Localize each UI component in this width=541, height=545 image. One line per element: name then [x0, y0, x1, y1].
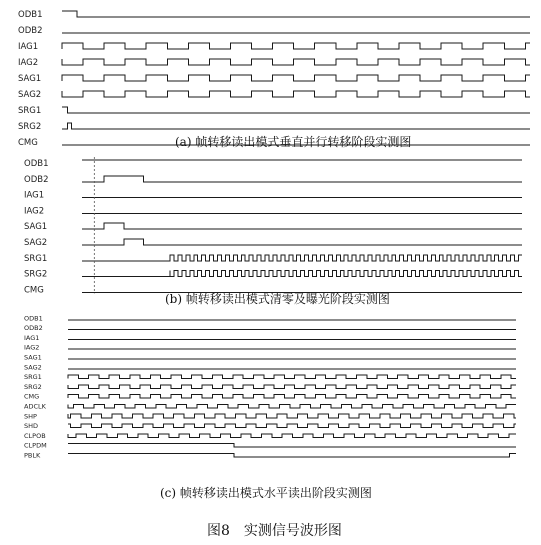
- waveform-adclk: [68, 404, 516, 408]
- waveform-odb1: [62, 11, 530, 17]
- signal-label-clpdm: CLPDM: [24, 441, 47, 450]
- signal-label-odb1: ODB1: [24, 158, 49, 169]
- figure-title: 图8 实测信号波形图: [207, 523, 342, 539]
- panel-a-caption: (a) 帧转移读出模式垂直并行转移阶段实测图: [175, 135, 412, 149]
- waveform-sag1: [62, 75, 530, 81]
- panel-a: [18, 10, 530, 148]
- signal-label-srg2: SRG2: [24, 382, 42, 391]
- signal-label-adclk: ADCLK: [24, 402, 46, 411]
- signal-label-iag1: IAG1: [24, 333, 40, 342]
- signal-label-srg1: SRG1: [18, 105, 42, 116]
- waveform-sag2: [82, 239, 522, 245]
- signal-label-iag1: IAG1: [24, 190, 45, 201]
- signal-label-sag2: SAG2: [24, 363, 42, 372]
- signal-label-odb1: ODB1: [18, 9, 43, 20]
- signal-label-sag2: SAG2: [24, 237, 48, 248]
- waveform-shp: [68, 414, 516, 418]
- signal-label-cmg: CMG: [24, 392, 40, 401]
- signal-label-srg2: SRG2: [24, 269, 48, 280]
- signal-label-cmg: CMG: [18, 137, 38, 148]
- signal-label-odb2: ODB2: [18, 25, 43, 36]
- panel-c: [24, 314, 516, 459]
- signal-label-iag2: IAG2: [24, 343, 40, 352]
- waveform-shd: [68, 424, 516, 428]
- waveform-srg2: [68, 385, 516, 389]
- signal-label-odb1: ODB1: [24, 314, 43, 323]
- signal-label-srg2: SRG2: [18, 121, 42, 132]
- waveform-odb2: [82, 176, 522, 182]
- waveform-srg1: [82, 255, 522, 261]
- waveform-srg2: [62, 123, 530, 129]
- waveform-clpdm: [68, 444, 516, 448]
- signal-label-cmg: CMG: [24, 285, 44, 296]
- signal-label-iag2: IAG2: [24, 206, 45, 217]
- signal-label-srg1: SRG1: [24, 373, 42, 382]
- waveform-srg1: [62, 107, 530, 113]
- signal-label-odb2: ODB2: [24, 324, 43, 333]
- signal-label-sag1: SAG1: [24, 222, 48, 233]
- signal-label-pblk: PBLK: [24, 451, 41, 460]
- waveform-srg1: [68, 375, 516, 379]
- signal-label-srg1: SRG1: [24, 253, 48, 264]
- panel-b-caption: (b) 帧转移读出模式清零及曝光阶段实测图: [165, 292, 390, 306]
- waveform-srg2: [82, 271, 522, 277]
- signal-label-shd: SHD: [24, 422, 39, 431]
- signal-label-sag1: SAG1: [24, 353, 42, 362]
- waveform-iag2: [62, 59, 530, 65]
- signal-label-iag1: IAG1: [18, 41, 39, 52]
- signal-label-sag2: SAG2: [18, 89, 42, 100]
- waveform-cmg: [68, 395, 516, 399]
- waveform-iag1: [62, 43, 530, 49]
- panel-c-caption: (c) 帧转移读出模式水平读出阶段实测图: [160, 486, 372, 500]
- panel-b: [24, 157, 522, 295]
- signal-label-sag1: SAG1: [18, 73, 42, 84]
- signal-label-clpob: CLPOB: [24, 431, 46, 440]
- waveform-clpob: [68, 434, 516, 438]
- waveform-sag1: [82, 223, 522, 229]
- waveform-sag2: [62, 91, 530, 97]
- waveform-pblk: [68, 453, 516, 457]
- signal-label-odb2: ODB2: [24, 174, 49, 185]
- signal-label-iag2: IAG2: [18, 57, 39, 68]
- signal-label-shp: SHP: [24, 412, 37, 421]
